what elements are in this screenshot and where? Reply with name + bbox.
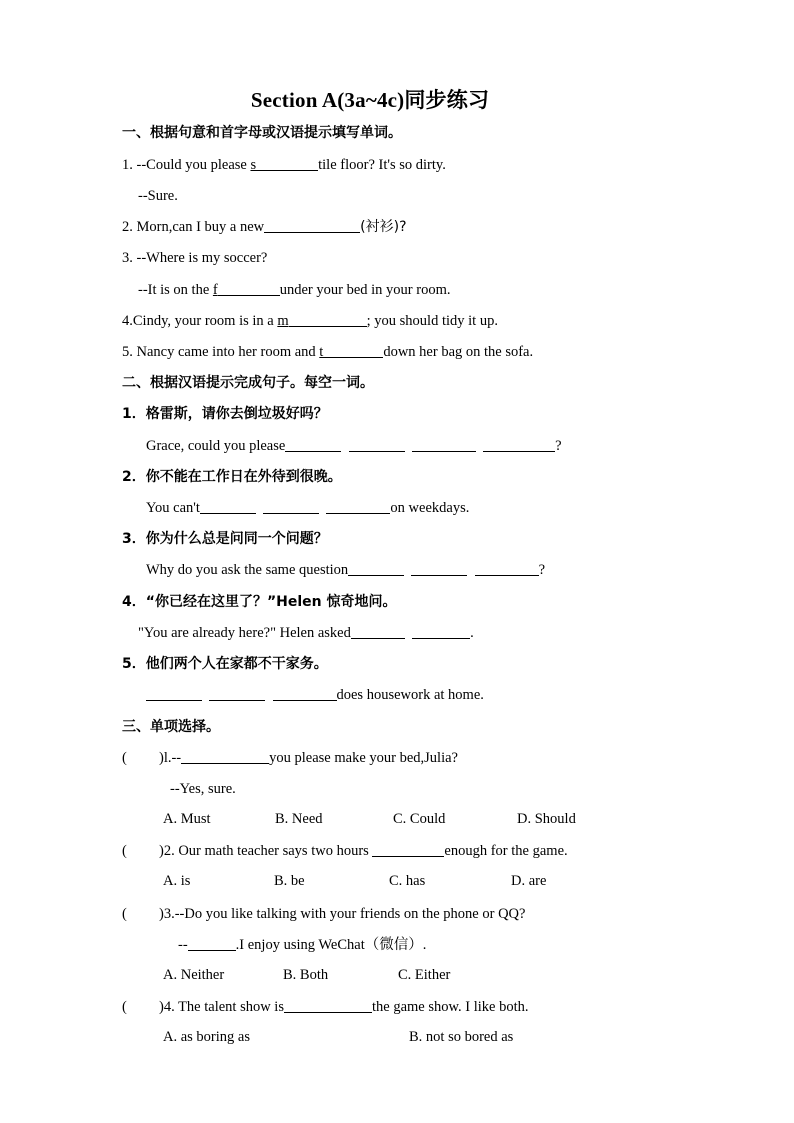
part2-q1-english: Grace, could you please ? xyxy=(146,438,562,454)
q1-option-c[interactable]: C. Could xyxy=(393,811,446,827)
blank[interactable] xyxy=(284,998,372,1013)
part3-q1-reply: --Yes, sure. xyxy=(170,781,236,797)
part1-q2: 2. Morn,can I buy a new (衬衫)? xyxy=(122,219,407,235)
q1-option-d[interactable]: D. Should xyxy=(517,811,576,827)
part3-q4-paren: ( xyxy=(122,999,127,1015)
page-title: Section A(3a~4c)同步练习 xyxy=(250,88,490,112)
blank[interactable] xyxy=(200,499,256,514)
blank[interactable] xyxy=(289,312,367,327)
q3-option-c[interactable]: C. Either xyxy=(398,967,451,983)
part3-q2: )2. Our math teacher says two hours enough for the game. xyxy=(159,843,568,859)
blank[interactable] xyxy=(349,437,405,452)
part2-heading: 二、根据汉语提示完成句子。每空一词。 xyxy=(122,375,374,391)
part1-q3-reply: --It is on the f under your bed in your room. xyxy=(138,282,451,298)
blank[interactable] xyxy=(181,749,269,764)
q5-hint-letter: t xyxy=(319,344,324,360)
part3-q3: )3.--Do you like talking with your friends on the phone or QQ? xyxy=(159,906,526,922)
part1-q1-reply: --Sure. xyxy=(138,188,178,204)
part1-q1: 1. --Could you please s tile floor? It's so dirty. xyxy=(122,157,446,173)
blank[interactable] xyxy=(146,686,202,701)
part1-q4: 4.Cindy, your room is in a m ; you should tidy it up. xyxy=(122,313,498,329)
q4-option-b[interactable]: B. not so bored as xyxy=(409,1029,514,1045)
part2-q4-english: "You are already here?" Helen asked . xyxy=(138,625,474,641)
part3-q4: )4. The talent show is the game show. I like both. xyxy=(159,999,529,1015)
part1-q5: 5. Nancy came into her room and t down her bag on the sofa. xyxy=(122,344,534,360)
blank[interactable] xyxy=(273,686,337,701)
blank[interactable] xyxy=(218,281,280,296)
blank[interactable] xyxy=(483,437,555,452)
q4-hint-letter: m xyxy=(277,313,289,329)
q2-option-a[interactable]: A. is xyxy=(163,873,191,889)
part3-q1-paren: ( xyxy=(122,750,127,766)
blank[interactable] xyxy=(412,437,476,452)
part2-q3-chinese: 3．你为什么总是问同一个问题？ xyxy=(122,531,328,547)
blank[interactable] xyxy=(209,686,265,701)
q3-hint-letter: f xyxy=(212,282,218,298)
part2-q5-chinese: 5．他们两个人在家都不干家务。 xyxy=(122,656,328,672)
blank[interactable] xyxy=(323,343,383,358)
q3-option-b[interactable]: B. Both xyxy=(283,967,329,983)
blank[interactable] xyxy=(256,156,318,171)
q1-hint-letter: s xyxy=(250,157,257,173)
part2-q2-english: You can't on weekdays. xyxy=(146,500,470,516)
part3-q3-paren: ( xyxy=(122,906,127,922)
part2-q4-chinese: 4．“你已经在这里了？”Helen 惊奇地问。 xyxy=(122,594,397,610)
part2-q2-chinese: 2．你不能在工作日在外待到很晚。 xyxy=(122,469,342,485)
blank[interactable] xyxy=(372,842,444,857)
blank[interactable] xyxy=(348,561,404,576)
blank[interactable] xyxy=(264,218,360,233)
q2-option-d[interactable]: D. are xyxy=(511,873,547,889)
part2-q1-chinese: 1．格雷斯，请你去倒垃圾好吗？ xyxy=(122,406,328,422)
blank[interactable] xyxy=(412,624,470,639)
part1-q3: 3. --Where is my soccer? xyxy=(122,250,268,266)
blank[interactable] xyxy=(285,437,341,452)
q3-option-a[interactable]: A. Neither xyxy=(163,967,225,983)
blank[interactable] xyxy=(351,624,405,639)
blank[interactable] xyxy=(411,561,467,576)
blank[interactable] xyxy=(188,936,236,951)
blank[interactable] xyxy=(263,499,319,514)
part3-q2-paren: ( xyxy=(122,843,127,859)
part2-q5-english: does housework at home. xyxy=(146,686,484,704)
part2-q3-english: Why do you ask the same question ? xyxy=(146,562,546,578)
part3-heading: 三、单项选择。 xyxy=(122,719,220,735)
q1-option-b[interactable]: B. Need xyxy=(275,811,323,827)
q2-option-b[interactable]: B. be xyxy=(274,873,305,889)
part3-q3-reply: -- .I enjoy using WeChat（微信）. xyxy=(178,937,427,953)
blank[interactable] xyxy=(326,499,390,514)
blank[interactable] xyxy=(475,561,539,576)
q4-option-a[interactable]: A. as boring as xyxy=(163,1029,250,1045)
q1-option-a[interactable]: A. Must xyxy=(163,811,211,827)
part1-heading: 一、根据句意和首字母或汉语提示填写单词。 xyxy=(122,125,402,141)
q2-option-c[interactable]: C. has xyxy=(389,873,426,889)
part3-q1: )l.-- you please make your bed,Julia? xyxy=(159,750,458,766)
